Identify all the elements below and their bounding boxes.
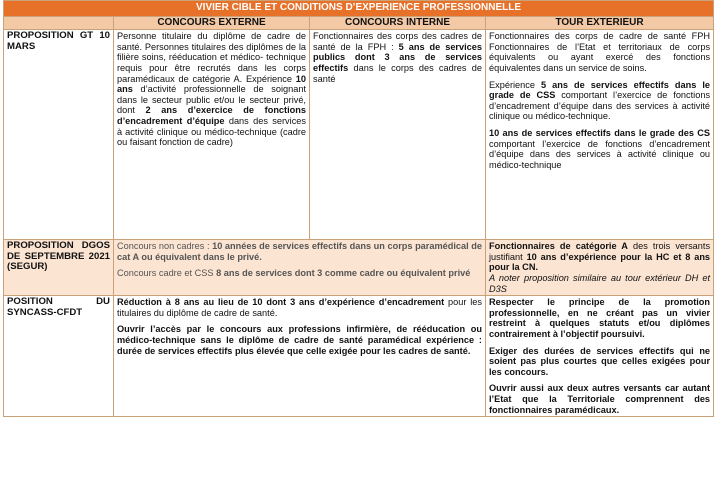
text: d’activité professionnelle de soignant dans le secteur public et/ou le secteur privé, dont [117, 84, 306, 116]
bold-text: 10 ans d’expérience pour la HC et 8 ans pour la CN. [489, 251, 711, 273]
text: dans des services à activité clinique ou médico-technique (cadre ou faisant fonction de cadre) [117, 115, 306, 148]
paragraph [117, 297, 482, 318]
table-title: VIVIER CIBLE ET CONDITIONS D’EXPERIENCE PROFESSIONNELLE [4, 1, 714, 17]
dgos-exterieur-note: A noter proposition similaire au tour extérieur DH et D3S [489, 272, 711, 294]
conditions-table [3, 0, 714, 417]
paragraph [117, 31, 306, 148]
bold-text: 5 ans de services effectifs dans le grade de CSS [489, 79, 711, 101]
bold-text: Ouvrir l’accès par le concours aux professions infirmière, de rééducation ou médico-technique sans le diplôme de cadre de santé paramédical expérience : durée de services effectifs plus élevée que celle exigée pour les cadres de santé. [117, 324, 482, 356]
bold-text: Respecter le principe de la promotion professionnelle, en ne créant pas un vivier restreint à quelques statuts et/ou diplômes contrairement à l’objectif poursuivi. [489, 297, 711, 339]
text: pour les titulaires du diplôme de cadre de santé. [117, 297, 482, 318]
col-header-tour-exterieur: TOUR EXTERIEUR [486, 16, 714, 30]
paragraph [117, 324, 482, 356]
row-header-proposition-gt: PROPOSITION GT 10 MARS [4, 30, 114, 240]
paragraph [117, 268, 482, 279]
paragraph [117, 241, 482, 262]
col-header-concours-interne: CONCOURS INTERNE [310, 16, 486, 30]
row-header-proposition-dgos: PROPOSITION DGOS DE SEPTEMBRE 2021 (SEGUR) [4, 240, 114, 296]
paragraph [489, 80, 710, 122]
dgos-exterieur-text [489, 241, 710, 273]
paragraph [489, 383, 710, 415]
paragraph [489, 346, 710, 378]
bold-text: Réduction à 8 ans au lieu de 10 dont 3 ans d’expérience d’encadrement [117, 297, 445, 308]
col-header-concours-externe: CONCOURS EXTERNE [114, 16, 310, 30]
text: Personne titulaire du diplôme de cadre de santé. Personnes titulaires des diplômes de la filière soins, rééducation et médico- technique requis pour être recrutés dans les corps paramédicaux de catégorie A. Expérience [117, 31, 306, 84]
cell-gt-externe [114, 30, 310, 240]
text: Concours non cadres : [117, 241, 213, 252]
paragraph [489, 297, 710, 339]
text: Fonctionnaires des corps des cadres de santé de la FPH : [313, 31, 482, 52]
bold-text: 10 ans de services effectifs dans le grade des CS [489, 127, 711, 138]
text: dans le corps des cadres de santé [313, 62, 482, 84]
cell-gt-interne [310, 30, 486, 240]
cell-syncass-exterieur [486, 296, 714, 417]
row-proposition-gt [4, 30, 714, 240]
cell-syncass-concours [114, 296, 486, 417]
text: Expérience [489, 79, 542, 90]
bold-text: Exiger des durées de services effectifs qui ne soient pas plus courtes que celles exigées pour les concours. [489, 345, 711, 377]
bold-text: 2 ans d’exercice de fonctions d’encadrement d’équipe [117, 105, 306, 126]
corner-cell [4, 16, 114, 30]
text: Concours cadre et CSS [117, 268, 217, 279]
cell-dgos-exterieur [486, 240, 714, 296]
row-position-syncass [4, 296, 714, 417]
bold-text: 8 ans de services dont 3 comme cadre ou équivalent privé [216, 268, 471, 279]
bold-text: 10 ans [117, 73, 306, 95]
paragraph [489, 241, 710, 273]
text: Fonctionnaires des corps de cadre de santé FPH Fonctionnaires de l’Etat et territoriaux de corps équivalents ou ayant exercé des fonctions équivalentes dans un service de soins. [489, 31, 711, 73]
cell-dgos-concours [114, 240, 486, 296]
text: des trois versants justifiant [489, 241, 711, 262]
paragraph [489, 128, 710, 170]
bold-text: Fonctionnaires de catégorie A [489, 241, 628, 252]
bold-text: 5 ans de services publics dont 3 ans de services effectifs [313, 41, 483, 73]
row-proposition-dgos [4, 240, 714, 296]
text: comportant l’exercice de fonctions d’encadrement d’équipe dans des services à activité clinique ou médico-technique [489, 138, 711, 170]
cell-gt-exterieur [486, 30, 714, 240]
bold-text: 10 années de services effectifs dans un corps paramédical de cat A ou équivalent dans le privé. [117, 241, 482, 262]
text: comportant l’exercice de fonctions d’encadrement d’équipe dans des services à activité clinique ou médico-technique. [489, 90, 711, 122]
row-header-position-syncass: POSITION DU SYNCASS-CFDT [4, 296, 114, 417]
paragraph [313, 31, 482, 84]
paragraph [489, 31, 710, 73]
bold-text: Ouvrir aussi aux deux autres versants car autant l’Etat que la Territoriale comprennent des fonctionnaires paramédicaux. [489, 383, 711, 415]
